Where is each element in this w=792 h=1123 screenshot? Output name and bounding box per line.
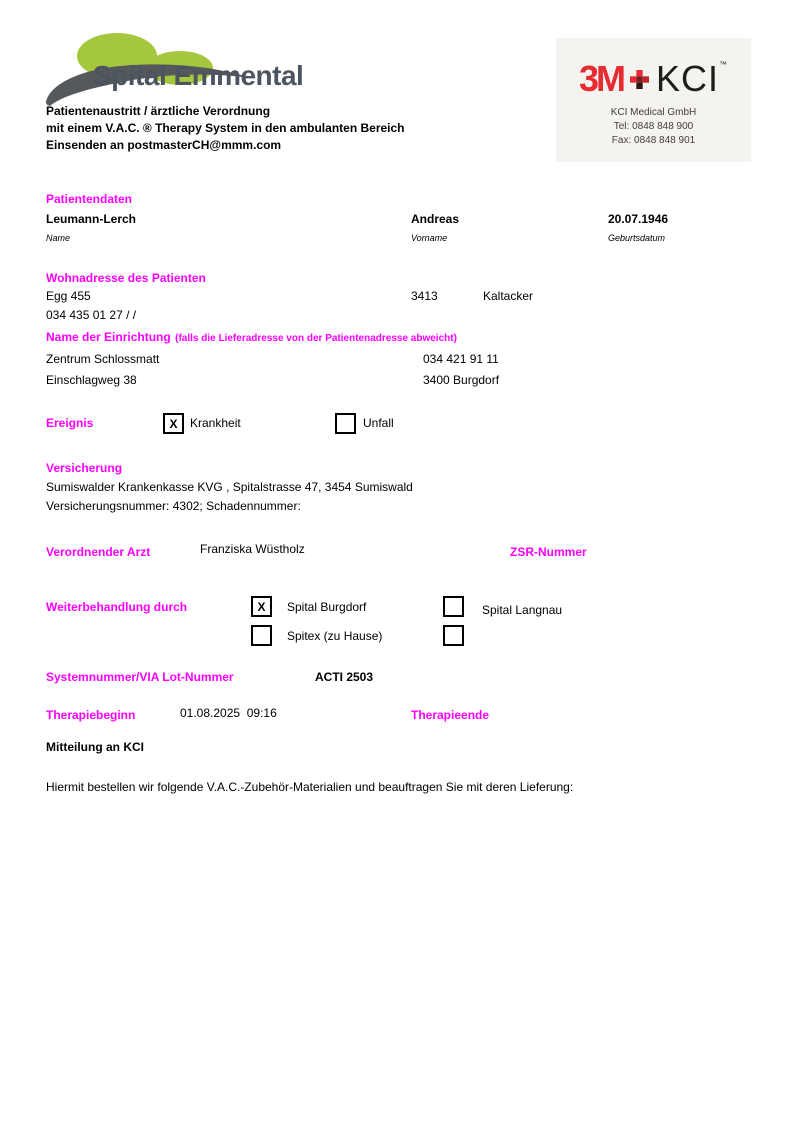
section-heading-weiterbehandlung: Weiterbehandlung durch (46, 600, 188, 614)
kci-trademark: ™ (719, 60, 729, 69)
systemnummer-value: ACTI 2503 (315, 670, 374, 684)
logo-wordmark: Spital Emmental (93, 60, 304, 91)
form-title-line3: Einsenden an postmasterCH@mmm.com (46, 138, 282, 152)
versicherung-line1: Sumiswalder Krankenkasse KVG , Spitalstrasse 47, 3454 Sumiswald (46, 480, 413, 494)
patient-vorname-value: Andreas (411, 212, 460, 226)
checkbox-spitex-label: Spitex (zu Hause) (287, 629, 383, 643)
einrichtung-strasse: Einschlagweg 38 (46, 373, 137, 387)
checkbox-spital-burgdorf[interactable]: X (251, 596, 272, 617)
wohnadresse-plz: 3413 (411, 289, 438, 303)
checkbox-unfall-label: Unfall (363, 416, 394, 430)
checkbox-spital-langnau[interactable] (443, 596, 464, 617)
kci-fax: Fax: 0848 848 901 (611, 135, 696, 146)
patient-geburtsdatum-value: 20.07.1946 (608, 212, 669, 226)
section-heading-therapieende: Therapieende (411, 708, 490, 722)
kci-contact-info (556, 106, 751, 148)
checkbox-krankheit[interactable]: X (163, 413, 184, 434)
einrichtung-heading-note: (falls die Lieferadresse von der Patientenadresse abweicht) (175, 333, 457, 344)
checkbox-krankheit-label: Krankheit (190, 416, 241, 430)
checkbox-spital-langnau-label: Spital Langnau (482, 603, 563, 617)
mitteilung-heading: Mitteilung an KCI (46, 740, 144, 754)
mitteilung-text: Hiermit bestellen wir folgende V.A.C.-Zubehör-Materialien und beauftragen Sie mit deren Lieferung: (46, 780, 574, 794)
kci-supplier-box (556, 38, 751, 162)
3m-logo-text: 3M (578, 58, 623, 99)
versicherung-line2: Versicherungsnummer: 4302; Schadennummer: (46, 499, 301, 513)
einrichtung-telefon: 034 421 91 11 (423, 352, 499, 366)
section-heading-ereignis: Ereignis (46, 416, 94, 430)
patient-geburtsdatum-label: Geburtsdatum (608, 233, 666, 243)
patient-name-label: Name (46, 233, 71, 243)
checkbox-spitex[interactable] (251, 625, 272, 646)
therapiebeginn-value: 01.08.2025 09:16 (180, 706, 277, 720)
einrichtung-heading: Name der Einrichtung (46, 330, 171, 344)
section-heading-systemnummer: Systemnummer/VIA Lot-Nummer (46, 670, 234, 684)
form-title-block (46, 103, 405, 154)
checkbox-unfall[interactable] (335, 413, 356, 434)
3m-kci-logo (556, 58, 751, 100)
kci-cross-icon (630, 70, 649, 89)
arzt-name: Franziska Wüstholz (200, 542, 305, 556)
section-heading-patientendaten: Patientendaten (46, 192, 133, 206)
checkbox-spital-burgdorf-label: Spital Burgdorf (287, 600, 367, 614)
form-title-line1: Patientenaustritt / ärztliche Verordnung (46, 104, 271, 118)
section-heading-wohnadresse: Wohnadresse des Patienten (46, 271, 206, 285)
section-heading-therapiebeginn: Therapiebeginn (46, 708, 136, 722)
kci-tel: Tel: 0848 848 900 (613, 121, 694, 132)
section-heading-zsr-nummer: ZSR-Nummer (510, 545, 587, 559)
einrichtung-name: Zentrum Schlossmatt (46, 352, 160, 366)
section-heading-versicherung: Versicherung (46, 461, 123, 475)
kci-logo-text: KCI™ (656, 58, 729, 99)
wohnadresse-ort: Kaltacker (483, 289, 534, 303)
patient-vorname-label: Vorname (411, 233, 448, 243)
wohnadresse-strasse: Egg 455 (46, 289, 91, 303)
wohnadresse-telefon: 034 435 01 27 / / (46, 308, 137, 322)
section-heading-einrichtung (46, 328, 457, 346)
checkbox-weiterbehandlung-other[interactable] (443, 625, 464, 646)
section-heading-arzt: Verordnender Arzt (46, 545, 151, 559)
einrichtung-plz-ort: 3400 Burgdorf (423, 373, 500, 387)
kci-company: KCI Medical GmbH (610, 107, 697, 118)
form-title-line2: mit einem V.A.C. ® Therapy System in den ambulanten Bereich (46, 121, 405, 135)
patient-name-value: Leumann-Lerch (46, 212, 137, 226)
